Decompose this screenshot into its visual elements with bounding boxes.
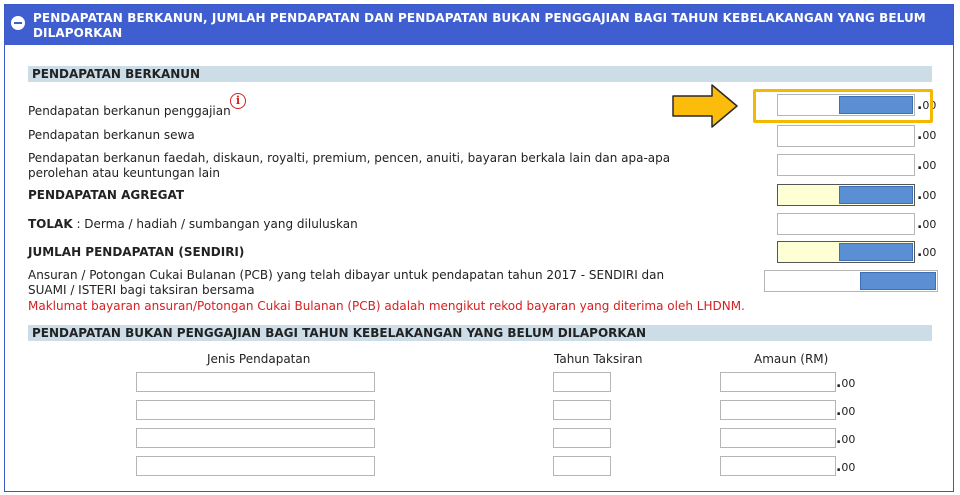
- panel-title: PENDAPATAN BERKANUN, JUMLAH PENDAPATAN DAN PENDAPATAN BUKAN PENGGAJIAN BAGI TAHUN KEBELAKANGAN YANG BELUM DILAPORKAN: [33, 11, 926, 40]
- pcb-notice: Maklumat bayaran ansuran/Potongan Cukai Bulanan (PCB) adalah mengikut rekod bayaran yang diterima oleh LHDNM.: [28, 299, 745, 313]
- employment-income-cents: .00: [917, 97, 937, 113]
- total-income-cents: .00: [917, 244, 937, 260]
- rent-income-cents: .00: [917, 127, 937, 143]
- assessment-year-input-4[interactable]: [553, 456, 611, 476]
- pcb-amount-field: [764, 270, 938, 292]
- col-amount: Amaun (RM): [754, 352, 829, 366]
- col-assessment-year: Tahun Taksiran: [554, 352, 643, 366]
- pcb-label-line2: SUAMI / ISTERI bagi taksiran bersama: [28, 283, 255, 297]
- less-donations-label: [28, 217, 358, 232]
- amount-cents-1: .00: [836, 375, 856, 391]
- income-type-input-3[interactable]: [136, 428, 375, 448]
- other-income-label-line2: perolehan atau keuntungan lain: [28, 166, 220, 180]
- amount-cents-3: .00: [836, 431, 856, 447]
- donations-cents: .00: [917, 216, 937, 232]
- aggregate-income-cents: .00: [917, 187, 937, 203]
- pointer-arrow-icon: [670, 82, 740, 130]
- employment-income-label: Pendapatan berkanun penggajian: [28, 104, 231, 118]
- rent-income-label: Pendapatan berkanun sewa: [28, 128, 195, 142]
- amount-input-1[interactable]: [720, 372, 836, 392]
- panel-header[interactable]: [5, 5, 953, 45]
- amount-cents-2: .00: [836, 403, 856, 419]
- pcb-label-line1: Ansuran / Potongan Cukai Bulanan (PCB) yang telah dibayar untuk pendapatan tahun 2017 - SENDIRI dan: [28, 268, 665, 282]
- income-type-input-4[interactable]: [136, 456, 375, 476]
- other-income-cents: .00: [917, 157, 937, 173]
- less-label-rest: : Derma / hadiah / sumbangan yang diluluskan: [72, 217, 358, 231]
- section-heading-prior-year: PENDAPATAN BUKAN PENGGAJIAN BAGI TAHUN KEBELAKANGAN YANG BELUM DILAPORKAN: [28, 325, 932, 341]
- total-income-field: [777, 241, 915, 263]
- other-income-label-line1: Pendapatan berkanun faedah, diskaun, royalti, premium, pencen, anuiti, bayaran berkala lain dan apa-apa: [28, 151, 671, 165]
- collapse-icon[interactable]: [11, 16, 25, 30]
- assessment-year-input-2[interactable]: [553, 400, 611, 420]
- col-income-type: Jenis Pendapatan: [207, 352, 311, 366]
- total-income-label: JUMLAH PENDAPATAN (SENDIRI): [28, 245, 245, 259]
- amount-input-4[interactable]: [720, 456, 836, 476]
- aggregate-income-label: PENDAPATAN AGREGAT: [28, 188, 185, 202]
- income-type-input-1[interactable]: [136, 372, 375, 392]
- income-type-input-2[interactable]: [136, 400, 375, 420]
- other-income-input[interactable]: [777, 154, 915, 176]
- assessment-year-input-1[interactable]: [553, 372, 611, 392]
- aggregate-income-field: [777, 184, 915, 206]
- rent-income-input[interactable]: [777, 125, 915, 147]
- info-icon[interactable]: i: [230, 93, 246, 109]
- donations-input[interactable]: [777, 213, 915, 235]
- less-label-bold: TOLAK: [28, 217, 73, 231]
- amount-cents-4: .00: [836, 459, 856, 475]
- amount-input-2[interactable]: [720, 400, 836, 420]
- section-heading-statutory: PENDAPATAN BERKANUN: [28, 66, 932, 82]
- assessment-year-input-3[interactable]: [553, 428, 611, 448]
- highlight-box: [753, 89, 933, 123]
- amount-input-3[interactable]: [720, 428, 836, 448]
